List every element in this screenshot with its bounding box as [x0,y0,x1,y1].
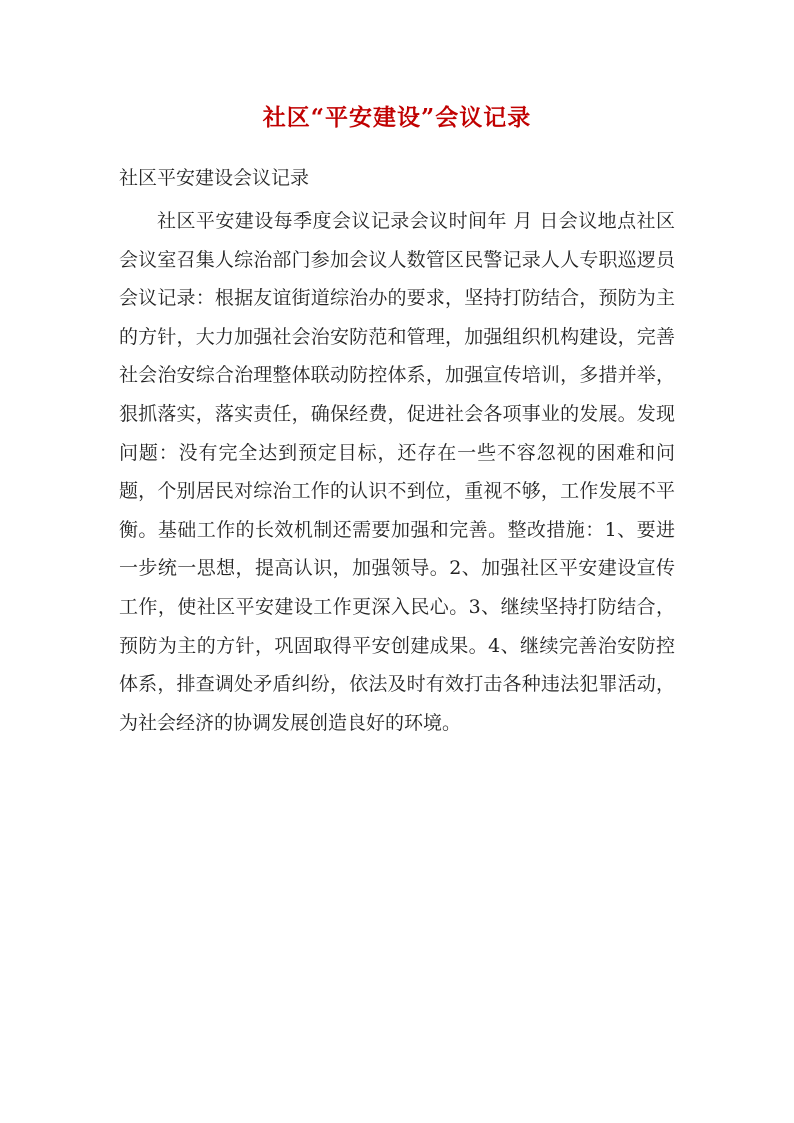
document-subtitle: 社区平安建设会议记录 [119,167,310,189]
document-title: 社区“平安建设”会议记录 [262,104,532,131]
document-body: 社区平安建设每季度会议记录会议时间年 月 日会议地点社区会议室召集人综治部门参加会议人数管区民警记录人人专职巡逻员会议记录：根据友谊街道综治办的要求，坚持打防结合，预防为主的方针，大力加强社会治安防范和管理，加强组织机构建设，完善社会治安综合治理整体联动防控体系，加强宣传培训，多措并举，狠抓落实，落实责任，确保经费，促进社会各项事业的发展。发现问题：没有完全达到预定目标，还存在一些不容忽视的困难和问题，个别居民对综治工作的认识不到位，重视不够，工作发展不平衡。基础工作的长效机制还需要加强和完善。整改措施：1、要进一步统一思想，提高认识，加强领导。2、加强社区平安建设宣传工作，使社区平安建设工作更深入民心。3、继续坚持打防结合，预防为主的方针，巩固取得平安创建成果。4、继续完善治安防控体系，排查调处矛盾纠纷，依法及时有效打击各种违法犯罪活动，为社会经济的协调发展创造良好的环境。 [119,210,675,734]
